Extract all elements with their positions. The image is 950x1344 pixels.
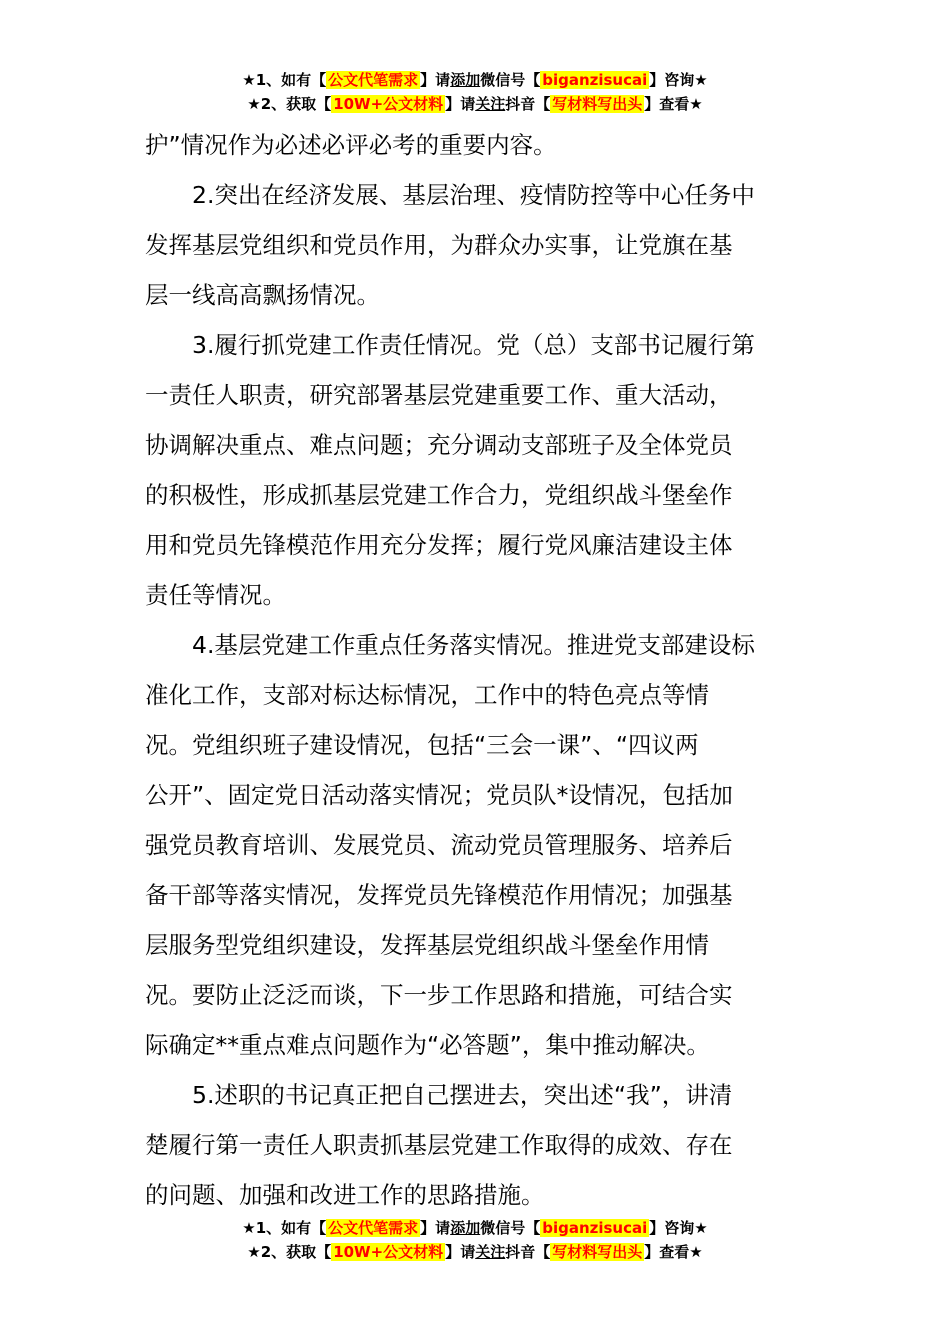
header-banner — [0, 68, 950, 116]
banner-text: ★2、获取【 — [247, 1243, 332, 1261]
banner-text: ★1、如有【 — [242, 71, 327, 89]
text-line: 2.突出在经济发展、基层治理、疫情防控等中心任务中 — [192, 181, 755, 209]
banner-underlined-text: 关注 — [475, 1243, 506, 1261]
highlight-materials: 10W+公文材料 — [333, 95, 444, 113]
text-line: 的积极性，形成抓基层党建工作合力，党组织战斗堡垒作 — [145, 481, 733, 509]
text-line: 公开”、固定党日活动落实情况；党员队*设情况，包括加 — [145, 781, 733, 809]
text-line: 况。党组织班子建设情况，包括“三会一课”、“四议两 — [145, 731, 699, 759]
text-line: 5.述职的书记真正把自己摆进去，突出述“我”，讲清 — [192, 1081, 733, 1109]
highlight-wechat-id: biganzisucai — [542, 71, 648, 89]
banner-text: 】请 — [420, 71, 451, 89]
banner-text: ★2、获取【 — [247, 95, 332, 113]
text-line: 的问题、加强和改进工作的思路措施。 — [145, 1181, 545, 1209]
footer-banner — [0, 1216, 950, 1264]
banner-text: 微信号【 — [480, 71, 541, 89]
text-line: 准化工作，支部对标达标情况，工作中的特色亮点等情 — [145, 681, 709, 709]
text-line: 楚履行第一责任人职责抓基层党建工作取得的成效、存在 — [145, 1131, 733, 1159]
banner-underlined-text: 添加 — [450, 71, 481, 89]
paragraph-item-4 — [145, 620, 809, 1070]
paragraph-item-3 — [145, 320, 809, 620]
text-line: 护”情况作为必述必评必考的重要内容。 — [145, 131, 557, 159]
paragraph-item-5 — [145, 1070, 809, 1220]
banner-text: 】请 — [445, 1243, 476, 1261]
text-line: 协调解决重点、难点问题；充分调动支部班子及全体党员 — [145, 431, 733, 459]
text-line: 用和党员先锋模范作用充分发挥；履行党风廉洁建设主体 — [145, 531, 733, 559]
banner-text: ★1、如有【 — [242, 1219, 327, 1237]
text-line: 备干部等落实情况，发挥党员先锋模范作用情况；加强基 — [145, 881, 733, 909]
banner-text: 抖音【 — [505, 95, 551, 113]
paragraph-continuation — [145, 120, 809, 170]
text-line: 一责任人职责，研究部署基层党建重要工作、重大活动， — [145, 381, 733, 409]
banner-line-1 — [0, 68, 950, 92]
text-line: 层服务型党组织建设，发挥基层党组织战斗堡垒作用情 — [145, 931, 709, 959]
banner-text: 微信号【 — [480, 1219, 541, 1237]
banner-text: 】请 — [445, 95, 476, 113]
banner-text: 】咨询★ — [649, 71, 708, 89]
paragraph-item-2 — [145, 170, 809, 320]
text-line: 况。要防止泛泛而谈，下一步工作思路和措施，可结合实 — [145, 981, 733, 1009]
highlight-douyin-account: 写材料写出头 — [552, 95, 643, 113]
banner-text: 】咨询★ — [649, 1219, 708, 1237]
banner-text: 】查看★ — [644, 1243, 703, 1261]
text-line: 4.基层党建工作重点任务落实情况。推进党支部建设标 — [192, 631, 755, 659]
text-line: 层一线高高飘扬情况。 — [145, 281, 380, 309]
text-line: 际确定**重点难点问题作为“必答题”，集中推动解决。 — [145, 1031, 710, 1059]
banner-underlined-text: 添加 — [450, 1219, 481, 1237]
banner-underlined-text: 关注 — [475, 95, 506, 113]
text-line: 3.履行抓党建工作责任情况。党（总）支部书记履行第 — [192, 331, 755, 359]
highlight-douyin-account: 写材料写出头 — [552, 1243, 643, 1261]
highlight-wechat-id: biganzisucai — [542, 1219, 648, 1237]
text-line: 责任等情况。 — [145, 581, 286, 609]
highlight-service: 公文代笔需求 — [328, 1219, 419, 1237]
banner-text: 】查看★ — [644, 95, 703, 113]
banner-text: 抖音【 — [505, 1243, 551, 1261]
document-body — [145, 120, 809, 1220]
highlight-service: 公文代笔需求 — [328, 71, 419, 89]
banner-line-2 — [0, 1240, 950, 1264]
highlight-materials: 10W+公文材料 — [333, 1243, 444, 1261]
banner-line-2 — [0, 92, 950, 116]
text-line: 发挥基层党组织和党员作用，为群众办实事，让党旗在基 — [145, 231, 733, 259]
text-line: 强党员教育培训、发展党员、流动党员管理服务、培养后 — [145, 831, 733, 859]
banner-line-1 — [0, 1216, 950, 1240]
banner-text: 】请 — [420, 1219, 451, 1237]
